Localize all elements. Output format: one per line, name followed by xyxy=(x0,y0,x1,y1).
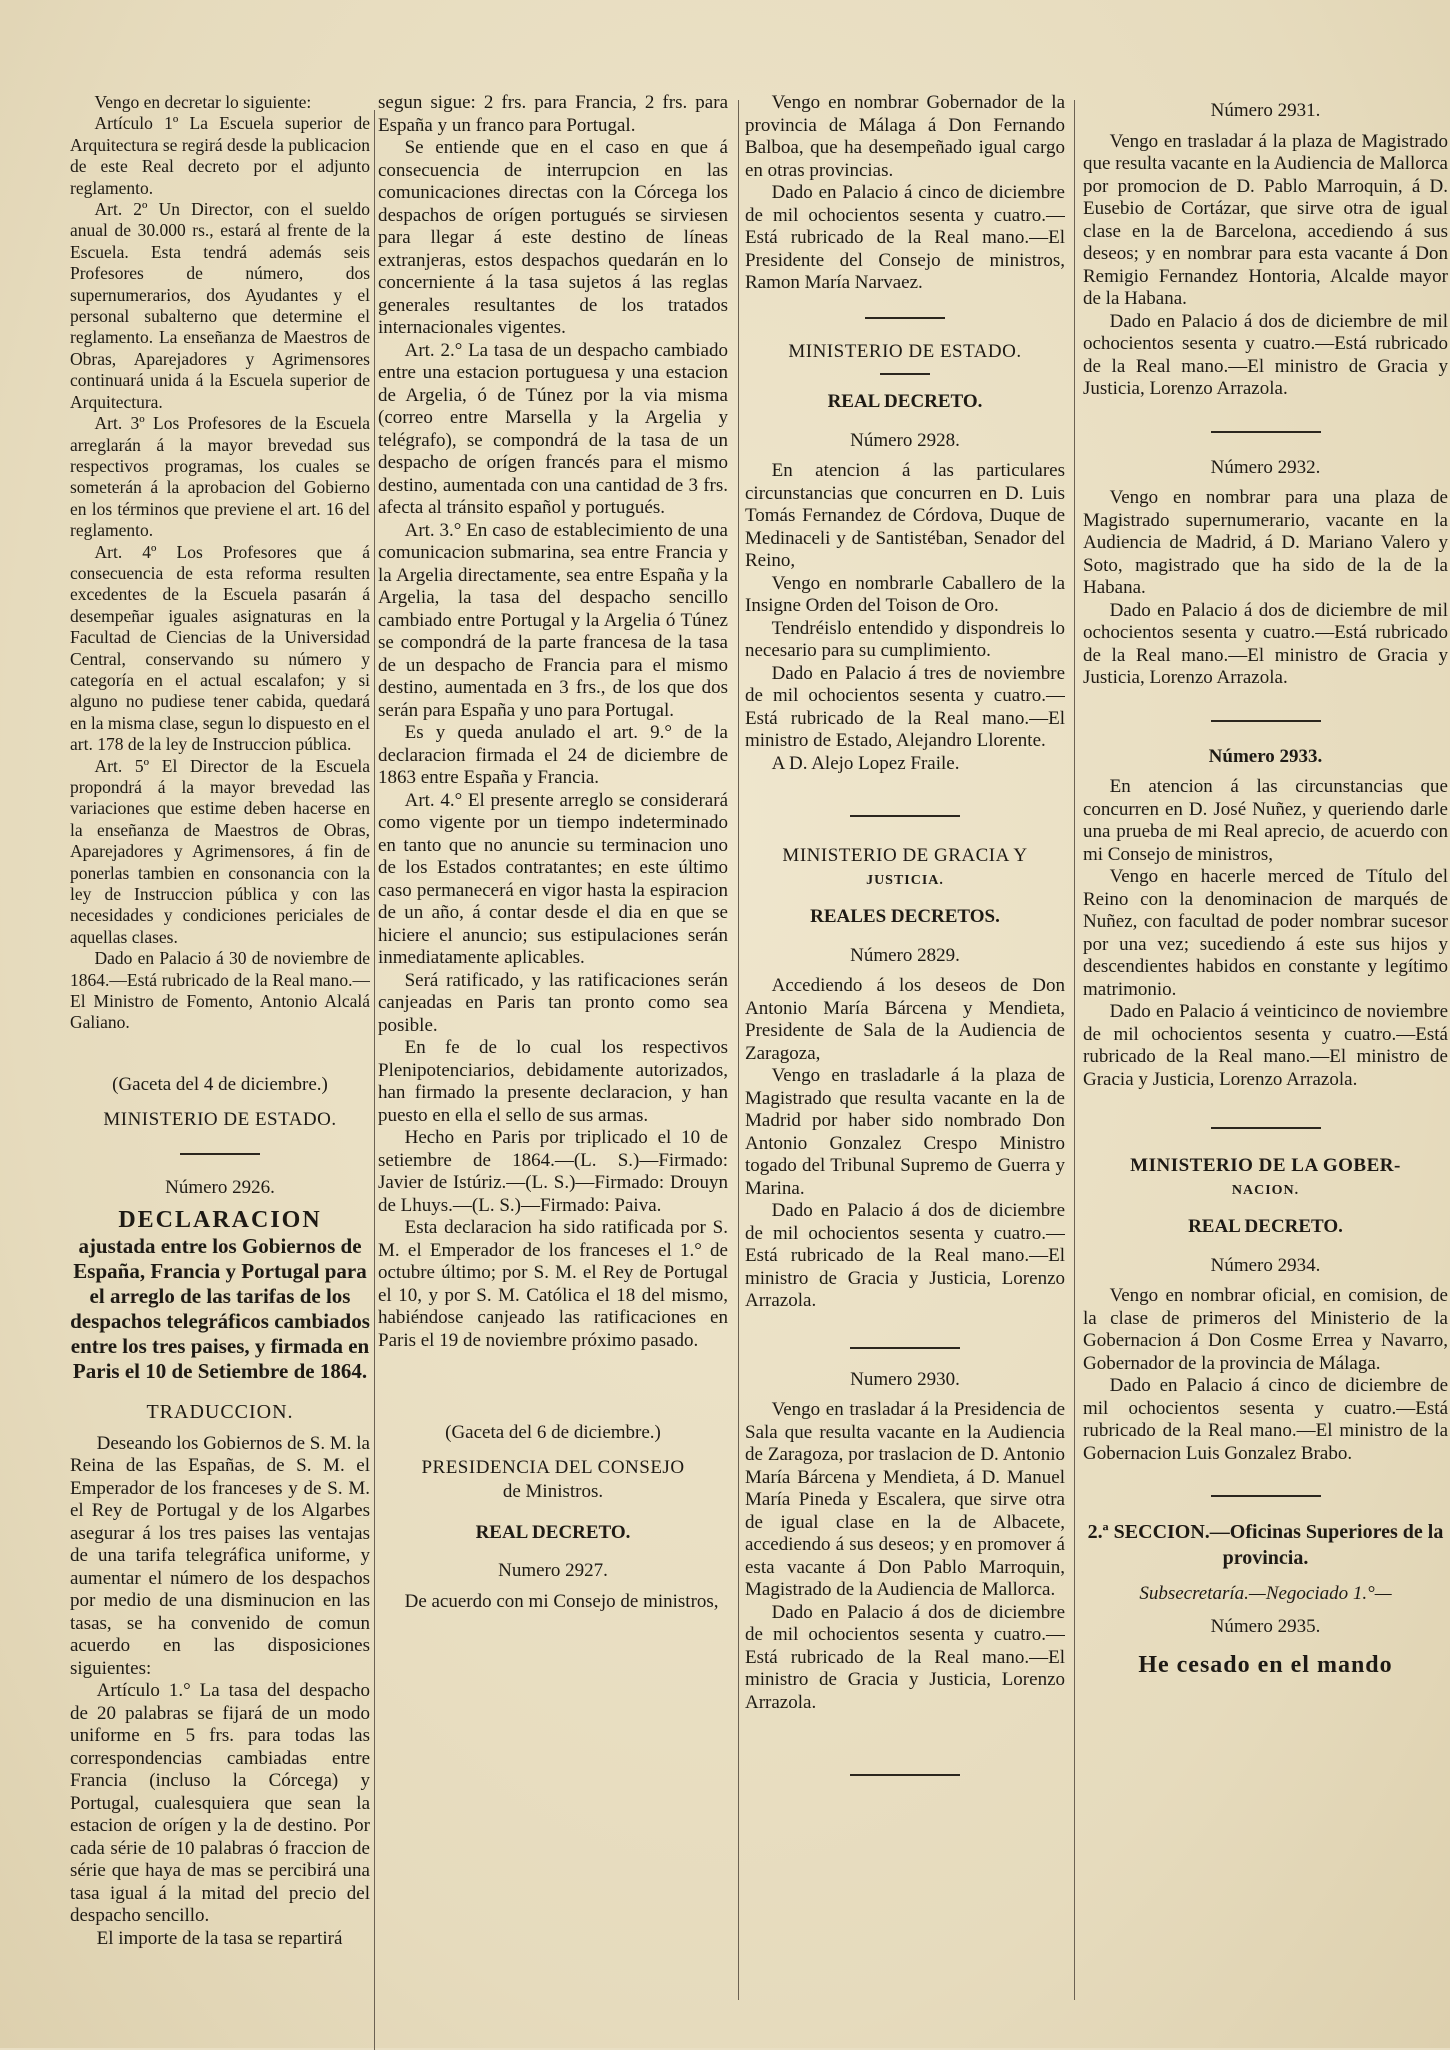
paragraph: Dado en Palacio á tres de noviembre de mil ochocientos sesenta y cuatro.—Está rubricado de la Real mano.—El ministro de Estado, Alejandro Llorente. xyxy=(745,662,1065,751)
paragraph: Art. 4º Los Profesores que á consecuencia de esta reforma resulten excedentes de la Escuela pasarán á desempeñar iguales asignaturas en la Facultad de Ciencias de la Universidad Central, conservando su número y categoría en el actual escalafon; y si alguno no pudiese tener cabida, quedará en la misma clase, segun lo dispuesto en el art. 178 de la ley de Instruccion pública. xyxy=(70,541,370,755)
paragraph: Es y queda anulado el art. 9.° de la declaracion firmada el 24 de diciembre de 1863 entre España y Francia. xyxy=(378,722,728,788)
paragraph: Vengo en trasladar á la plaza de Magistrado que resulta vacante en la Audiencia de Mallorca por promocion de D. Pablo Marroquin, á D. Eusebio de Cortázar, que sirve otra de igual clase en la de Barcelona, accediendo á sus deseos; y en nombrar para esta vacante á Don Remigio Fernandez Hontoria, Alcalde mayor de la Habana. xyxy=(1083,130,1448,309)
column-1 xyxy=(70,92,370,2042)
gaceta-date: (Gaceta del 6 de diciembre.) xyxy=(445,1422,661,1443)
paragraph: Vengo en nombrar Gobernador de la provincia de Málaga á Don Fernando Balboa, que ha desempeñado igual cargo en otras provincias. xyxy=(745,92,1065,181)
column-3 xyxy=(745,92,1065,2042)
ministry-heading: MINISTERIO DE GRACIA Y xyxy=(782,845,1028,866)
paragraph: A D. Alejo Lopez Fraile. xyxy=(771,752,960,774)
paragraph: Tendréislo entendido y dispondreis lo necesario para su cumplimiento. xyxy=(745,617,1065,661)
paragraph: Dado en Palacio á dos de diciembre de mil ochocientos sesenta y cuatro.—Está rubricado de la Real mano.—El ministro de Gracia y Justicia, Lorenzo Arrazola. xyxy=(745,1601,1065,1713)
gaceta-date: (Gaceta del 4 de diciembre.) xyxy=(112,1073,328,1095)
paragraph: Dado en Palacio á cinco de diciembre de mil ochocientos sesenta y cuatro.—Está rubricado de la Real mano.—El ministro de la Gobernacion Luis Gonzalez Brabo. xyxy=(1083,1375,1448,1464)
paragraph: Dado en Palacio á veinticinco de noviembre de mil ochocientos sesenta y cuatro.—Está rubricado de la Real mano.—El ministro de Gracia y Justicia, Lorenzo Arrazola. xyxy=(1083,1001,1448,1090)
paragraph: Vengo en nombrar oficial, en comision, de la clase de primeros del Ministerio de la Gobernacion á Don Cosme Errea y Navarro, Gobernador de la provincia de Málaga. xyxy=(1083,1285,1448,1374)
column-2 xyxy=(378,92,728,2042)
subsecretaria-line: Subsecretaría.—Negociado 1.°— xyxy=(1139,1583,1392,1604)
column-divider xyxy=(738,100,739,2000)
paragraph: El importe de la tasa se repartirá xyxy=(96,1927,343,1949)
paragraph: Vengo en nombrarle Caballero de la Insigne Orden del Toison de Oro. xyxy=(745,572,1065,616)
royal-decree-heading: REAL DECRETO. xyxy=(827,391,983,412)
paragraph: Art. 5º El Director de la Escuela propondrá á la mayor brevedad las variaciones que estime deben hacerse en la enseñanza de Maestros de Obras, Aparejadores y Agrimensores, á fin de ponerlas tambien en consonancia con la ley de Instruccion pública y con las necesidades y condiciones periciales de aquellas clases. xyxy=(70,755,370,947)
column-4 xyxy=(1083,92,1448,2042)
decree-number: Número 2931. xyxy=(1210,100,1321,121)
paragraph: Art. 4.° El presente arreglo se considerará como vigente por un tiempo indeterminado en tanto que no anuncie su terminacion uno de los Estados contratantes; en este último caso permanecerá en vigor hasta la espiracion de un año, á contar desde el dia en que se hiciere el anuncio; sus estipulaciones serán inmediatamente aplicables. xyxy=(378,789,728,968)
ministry-subheading: JUSTICIA. xyxy=(866,872,944,888)
paragraph: Hecho en Paris por triplicado el 10 de setiembre de 1864.—(L. S.)—Firmado: Javier de Istúriz.—(L. S.)—Firmado: Drouyn de Lhuys.—(L. S.)—Firmado: Paiva. xyxy=(378,1127,728,1216)
paragraph: En atencion á las circunstancias que concurren en D. José Nuñez, y queriendo darle una prueba de mi Real aprecio, de acuerdo con mi Consejo de ministros, xyxy=(1083,776,1448,865)
ministry-heading: MINISTERIO DE ESTADO. xyxy=(788,340,1022,362)
paragraph: Art. 2.° La tasa de un despacho cambiado entre una estacion portuguesa y una estacion de Argelia, ó de Túnez por la via misma (correo entre Marsella y la Argelia y telégrafo), se compondrá de la tasa de un despacho de orígen francés para el mismo destino, aumentada con una cantidad de 3 frs. afecta al tránsito español y portugués. xyxy=(378,339,728,518)
decree-number: Numero 2927. xyxy=(498,1560,608,1581)
paragraph: Será ratificado, y las ratificaciones serán canjeadas en Paris tan pronto como sea posible. xyxy=(378,969,728,1036)
decree-number: Número 2928. xyxy=(850,429,960,451)
paragraph: Accediendo á los deseos de Don Antonio María Bárcena y Mendieta, Presidente de Sala de la Audiencia de Zaragoza, xyxy=(745,975,1065,1064)
section-heading: 2.ª SECCION.—Oficinas Superiores de la provincia. xyxy=(1087,1521,1444,1569)
paragraph: Art. 2º Un Director, con el sueldo anual de 30.000 rs., estará al frente de la Escuela. Esta tendrá además seis Profesores de número, dos supernumerarios, dos Ayudantes y el personal subalterno que determine el reglamento. La enseñanza de Maestros de Obras, Aparejadores y Agrimensores continuará unida á la Escuela superior de Arquitectura. xyxy=(70,199,370,412)
paragraph: Dado en Palacio á 30 de noviembre de 1864.—Está rubricado de la Real mano.—El Ministro de Fomento, Antonio Alcalá Galiano. xyxy=(70,948,370,1033)
royal-decrees-heading: REALES DECRETOS. xyxy=(810,906,1000,927)
ministry-heading: MINISTERIO DE ESTADO. xyxy=(103,1109,337,1131)
decree-number: Número 2926. xyxy=(165,1176,275,1198)
paragraph: Artículo 1º La Escuela superior de Arquitectura se regirá desde la publicacion de este Real decreto por el adjunto reglamento. xyxy=(70,113,370,198)
paragraph: Art. 3.° En caso de establecimiento de una comunicacion submarina, sea entre Francia y la Argelia directamente, sea entre España y la Argelia, la tasa del despacho sencillo cambiado entre Portugal y la Argelia ó Túnez se compondrá de la parte francesa de la tasa de un despacho de Francia para el mismo destino, aumentada en 3 frs., de los que dos serán para España y uno para Portugal. xyxy=(378,519,728,721)
royal-decree-heading: REAL DECRETO. xyxy=(475,1521,631,1543)
separator xyxy=(850,1347,960,1349)
separator xyxy=(180,1153,260,1155)
paragraph: Vengo en trasladarle á la plaza de Magistrado que resulta vacante en la de Madrid por haber sido nombrado Don Antonio Gonzalez Crespo Ministro togado del Tribunal Supremo de Guerra y Marina. xyxy=(745,1065,1065,1199)
separator xyxy=(1211,1127,1321,1129)
separator xyxy=(850,815,960,817)
presidency-heading: PRESIDENCIA DEL CONSEJO xyxy=(421,1456,685,1478)
paragraph: De acuerdo con mi Consejo de ministros, xyxy=(404,1590,719,1612)
decree-number: Número 2933. xyxy=(1208,745,1323,767)
declaration-title: DECLARACION xyxy=(118,1207,322,1234)
separator xyxy=(865,317,945,319)
ministry-subheading: NACION. xyxy=(1231,1182,1300,1198)
ministry-heading: MINISTERIO DE LA GOBER- xyxy=(1130,1155,1401,1176)
paragraph: Dado en Palacio á dos de diciembre de mil ochocientos sesenta y cuatro.—Está rubricado de la Real mano.—El ministro de Gracia y Justicia, Lorenzo Arrazola. xyxy=(745,1200,1065,1311)
paragraph: Artículo 1.° La tasa del despacho de 20 palabras se fijará de un modo uniforme en 5 frs. para todas las correspondencias cambiadas entre Francia (incluso la Córcega) y Portugal, cualesquiera que sean la estacion de orígen y la de destino. Por cada série de 10 palabras ó fraccion de série que haya de mas se percibirá una tasa igual á la mitad del precio del despacho sencillo. xyxy=(70,1680,370,1927)
decree-number: Número 2932. xyxy=(1210,456,1321,478)
royal-decree-heading: REAL DECRETO. xyxy=(1188,1216,1343,1237)
column-divider xyxy=(1074,100,1075,2000)
translation-heading: TRADUCCION. xyxy=(146,1400,294,1423)
paragraph: Dado en Palacio á dos de diciembre de mil ochocientos sesenta y cuatro.—Está rubricado de la Real mano.—El ministro de Gracia y Justicia, Lorenzo Arrazola. xyxy=(1083,599,1448,688)
paragraph: En fe de lo cual los respectivos Plenipotenciarios, debidamente autorizados, han firmado la presente declaracion, y han puesto en ella el sello de sus armas. xyxy=(378,1037,728,1126)
separator xyxy=(850,1774,960,1776)
paragraph: Se entiende que en el caso en que á consecuencia de interrupcion en las comunicaciones directas con la Córcega los despachos de orígen portugués se sirviesen para llegar á este destino de líneas extranjeras, estos despachos quedarán en lo concerniente á la tasa sujetos á las reglas generales resultantes de los tratados internacionales vigentes. xyxy=(378,137,728,338)
paragraph: Dado en Palacio á cinco de diciembre de mil ochocientos sesenta y cuatro.—Está rubricado de la Real mano.—El Presidente del Consejo de ministros, Ramon María Narvaez. xyxy=(745,182,1065,293)
paragraph: Dado en Palacio á dos de diciembre de mil ochocientos sesenta y cuatro.—Está rubricado de la Real mano.—El ministro de Gracia y Justicia, Lorenzo Arrazola. xyxy=(1083,310,1448,399)
separator xyxy=(880,373,930,375)
declaration-subtitle: ajustada entre los Gobiernos de España, Francia y Portugal para el arreglo de las tarifas de los despachos telegráficos cambiados entre los tres paises, y firmada en Paris el 10 de Setiembre de 1864. xyxy=(70,1233,370,1383)
paragraph: Vengo en hacerle merced de Título del Reino con la denominacion de marqués de Nuñez, con facultad de poder nombrar sucesor por una vez; sucediendo á este sus hijos y descendientes habidos en constante y legítimo matrimonio. xyxy=(1083,866,1448,1000)
decree-number: Número 2829. xyxy=(850,944,960,966)
decree-number: Número 2934. xyxy=(1210,1254,1321,1276)
paragraph: En atencion á las particulares circunstancias que concurren en D. Luis Tomás Fernandez de Córdova, Duque de Medinaceli y de Santistéban, Senador del Reino, xyxy=(745,460,1065,571)
paragraph: Deseando los Gobiernos de S. M. la Reina de las Españas, de S. M. el Emperador de los franceses y de S. M. el Rey de Portugal y de los Algarbes asegurar á los tres paises las ventajas de una tarifa telegráfica uniforme, y aumentar el número de los despachos por medio de una disminucion en las tasas, se ha convenido de comun acuerdo en las disposiciones siguientes: xyxy=(70,1432,370,1679)
paragraph: Vengo en decretar lo siguiente: xyxy=(94,92,312,112)
paragraph: Vengo en nombrar para una plaza de Magistrado supernumerario, vacante en la Audiencia de Madrid, á D. Mariano Valero y Soto, magistrado que ha sido de la de la Habana. xyxy=(1083,487,1448,598)
decree-number: Número 2935. xyxy=(1210,1615,1321,1637)
paragraph: Esta declaracion ha sido ratificada por S. M. el Emperador de los franceses el 1.° de octubre último; por S. M. el Rey de Portugal el 10, y por S. M. Católica el 18 del mismo, habiéndose canjeado las ratificaciones en Paris el 19 de noviembre próximo pasado. xyxy=(378,1217,728,1351)
paragraph: Art. 3º Los Profesores de la Escuela arreglarán á la mayor brevedad sus respectivos programas, los cuales se someterán á la aprobacion del Gobierno en los términos que previene el art. 16 del reglamento. xyxy=(70,413,370,541)
column-divider xyxy=(374,110,375,2050)
separator xyxy=(1211,1495,1321,1497)
presidency-subheading: de Ministros. xyxy=(502,1481,604,1502)
paragraph: Vengo en trasladar á la Presidencia de Sala que resulta vacante en la Audiencia de Zaragoza, por traslacion de D. Antonio María Bárcena y Mendieta, á D. Manuel María Pineda y Escalera, que sirve otra de igual clase en la de Albacete, accediendo á sus deseos; y en promover á esta vacante á Don Pablo Marroquin, Magistrado de la Audiencia de Mallorca. xyxy=(745,1399,1065,1600)
decree-number: Numero 2930. xyxy=(850,1368,960,1390)
separator xyxy=(1211,720,1321,722)
closing-line: He cesado en el mando xyxy=(1138,1652,1393,1678)
separator xyxy=(1211,431,1321,433)
paragraph: segun sigue: 2 frs. para Francia, 2 frs. para España y un franco para Portugal. xyxy=(378,92,728,136)
